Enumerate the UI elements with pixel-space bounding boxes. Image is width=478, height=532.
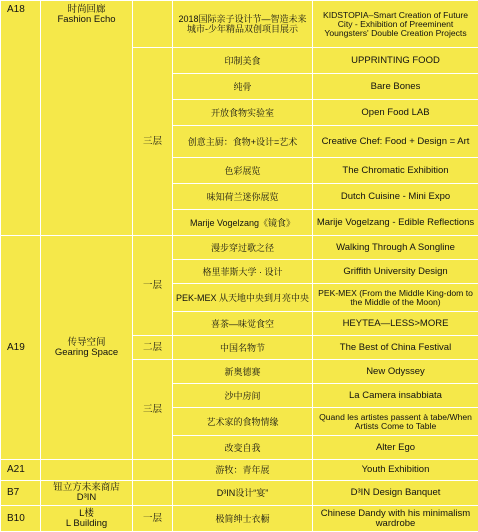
table-row: [1, 506, 478, 532]
exhibit-name-en: Creative Chef: Food + Design = Art: [313, 126, 478, 158]
exhibit-name-en: The Chromatic Exhibition: [313, 158, 478, 184]
exhibit-name-en: La Camera insabbiata: [313, 384, 478, 408]
venue-name-zh: 传导空间: [43, 338, 130, 348]
exhibit-name-zh: 印制美食: [173, 48, 313, 74]
exhibit-name-en: UPPRINTING FOOD: [313, 48, 478, 74]
exhibit-name-zh: 纯骨: [173, 74, 313, 100]
venue-b10: [41, 506, 133, 532]
exhibit-name-zh: 极简绅士衣橱: [173, 506, 313, 532]
exhibit-name-en: The Best of China Festival: [313, 336, 478, 360]
exhibit-name-en: PEK-MEX (From the Middle King-dom to the Middle of the Moon): [313, 284, 478, 312]
venue-code-b10: B10: [1, 506, 41, 532]
venue-a18: [41, 1, 133, 236]
floor-cell: 一层: [133, 236, 173, 336]
exhibit-name-zh: 中国名物节: [173, 336, 313, 360]
floor-cell: 二层: [133, 336, 173, 360]
exhibit-name-zh: 漫步穿过歌之径: [173, 236, 313, 260]
venue-name-zh: 钮立方未来商店: [43, 483, 130, 493]
exhibit-name-zh: 格里菲斯大学 · 设计: [173, 260, 313, 284]
venue-a21: [41, 460, 133, 481]
exhibit-name-en: Bare Bones: [313, 74, 478, 100]
exhibit-name-zh: 游牧：青年展: [173, 460, 313, 481]
venue-name-en: D³IN: [43, 493, 130, 503]
exhibit-name-en: Dutch Cuisine - Mini Expo: [313, 184, 478, 210]
floor-cell: 三层: [133, 48, 173, 236]
exhibit-name-zh: PEK-MEX 从天地中央到月亮中央: [173, 284, 313, 312]
exhibit-name-en: HEYTEA—LESS>MORE: [313, 312, 478, 336]
venue-code-a18: A18: [1, 1, 41, 236]
exhibit-name-zh: 新奥德赛: [173, 360, 313, 384]
venue-name-zh: L楼: [43, 509, 130, 519]
venue-code-a19: A19: [1, 236, 41, 460]
table-row: [1, 236, 478, 260]
exhibit-name-zh: 开放食物实验室: [173, 100, 313, 126]
venue-code-a21: A21: [1, 460, 41, 481]
exhibit-name-zh: Marije Vogelzang《镜食》: [173, 210, 313, 236]
exhibit-name-en: Quand les artistes passent à tabe/When Artists Come to Table: [313, 408, 478, 436]
venue-name-zh: 时尚回廊: [43, 5, 130, 15]
venue-b7: [41, 481, 133, 506]
floor-cell: [133, 481, 173, 506]
venue-name-en: L Building: [43, 519, 130, 529]
floor-cell: 一层: [133, 506, 173, 532]
exhibit-name-en: Chinese Dandy with his minimalism wardrobe: [313, 506, 478, 532]
exhibit-name-en: New Odyssey: [313, 360, 478, 384]
exhibit-name-zh: 沙中房间: [173, 384, 313, 408]
exhibit-name-en: KIDSTOPIA–Smart Creation of Future City - Exhibition of Preeminent Youngsters' Double Creation Projects: [313, 1, 478, 48]
table-row: [1, 481, 478, 506]
floor-cell: [133, 1, 173, 48]
exhibit-name-en: Youth Exhibition: [313, 460, 478, 481]
table-row: [1, 1, 478, 48]
exhibit-name-zh: 改变自我: [173, 436, 313, 460]
floor-cell: 三层: [133, 360, 173, 460]
exhibit-name-en: Griffith University Design: [313, 260, 478, 284]
exhibit-name-zh: 味知荷兰迷你展览: [173, 184, 313, 210]
exhibit-name-en: Marije Vogelzang - Edible Reflections: [313, 210, 478, 236]
floor-cell: [133, 460, 173, 481]
exhibit-name-en: D³IN Design Banquet: [313, 481, 478, 506]
venue-name-en: Fashion Echo: [43, 15, 130, 25]
exhibit-name-zh: 艺术家的食物情缘: [173, 408, 313, 436]
exhibit-name-en: Open Food LAB: [313, 100, 478, 126]
table-row: [1, 460, 478, 481]
exhibit-name-zh: 色彩展览: [173, 158, 313, 184]
exhibit-name-zh: 喜茶—味觉食空: [173, 312, 313, 336]
exhibit-name-zh: D³IN设计“宴”: [173, 481, 313, 506]
exhibit-name-zh: 创意主厨：食物+设计=艺术: [173, 126, 313, 158]
exhibit-name-en: Walking Through A Songline: [313, 236, 478, 260]
venue-code-b7: B7: [1, 481, 41, 506]
venue-a19: [41, 236, 133, 460]
exhibit-name-en: Alter Ego: [313, 436, 478, 460]
venue-name-en: Gearing Space: [43, 348, 130, 358]
exhibit-name-zh: 2018国际亲子设计节—智造未来城市-少年精品双创项目展示: [173, 1, 313, 48]
